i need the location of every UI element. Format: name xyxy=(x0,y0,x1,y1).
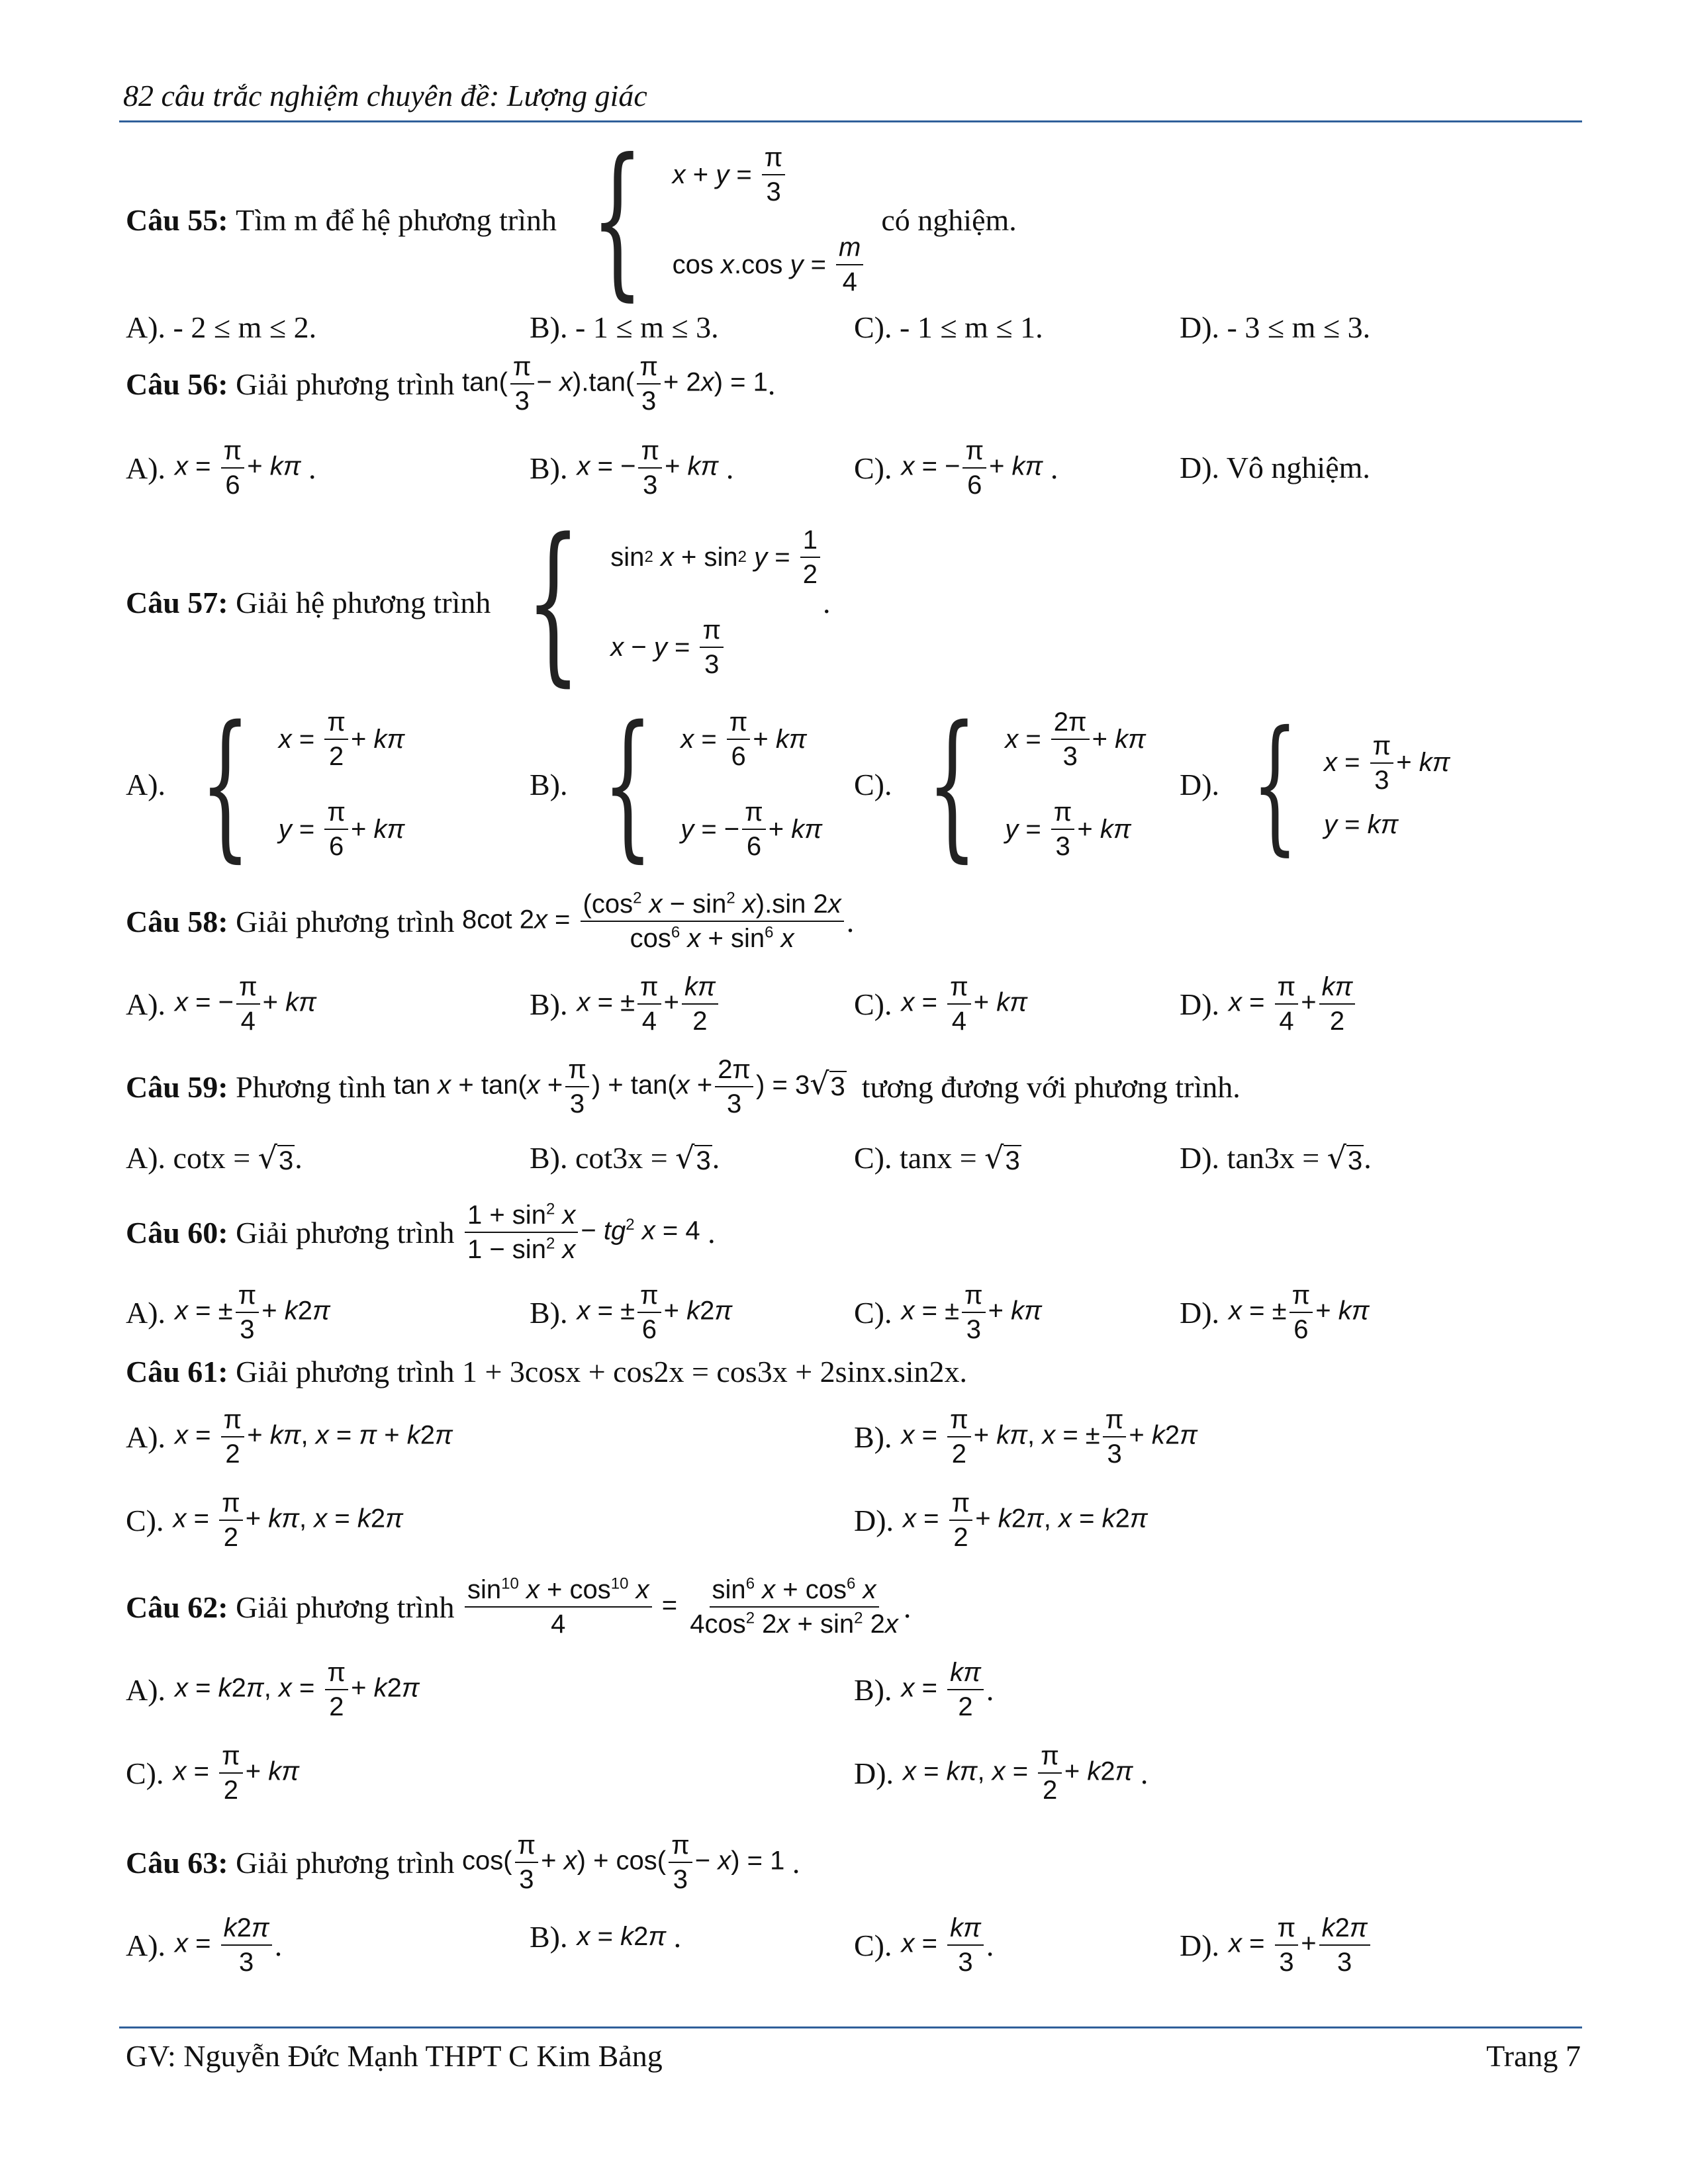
option-a[interactable]: A). - 2 ≤ m ≤ 2. xyxy=(126,310,317,344)
option-c[interactable]: C). x = ± $\frac{\pi}{3}$ + kπ xyxy=(854,1279,1042,1346)
page-header: 82 câu trắc nghiệm chuyên đề: Lượng giác xyxy=(123,79,647,113)
option-b[interactable]: B). x = − $\frac{\pi}{3}$ + kπ . xyxy=(530,434,733,502)
option-b[interactable]: B). cot3x = √ 3 . xyxy=(530,1140,720,1175)
question-57: Câu 57: Giải hệ phương trình { sin 2 x + sin 2 y = 1 2 x − y = π 3 . xyxy=(126,502,831,702)
option-d[interactable]: D). x = $\frac{\pi}{3}$ + $\frac{k2\pi}{3}$ xyxy=(1180,1911,1373,1979)
equation: tan( $\frac{\pi}{3}$ − x).tan( $\frac{\pi}{3}$ + 2x) = 1 xyxy=(462,350,768,418)
option-d[interactable]: D). x = kπ, x = $\frac{\pi}{2}$ + k2π . xyxy=(854,1739,1148,1807)
option-c[interactable]: C). x = − $\frac{\pi}{6}$ + kπ . xyxy=(854,434,1058,502)
option-a[interactable]: A). x = − $\frac{\pi}{4}$ + kπ xyxy=(126,970,316,1038)
option-b[interactable]: B). x = k2π . xyxy=(530,1920,682,1954)
option-d[interactable]: D). tan3x = √ 3 . xyxy=(1180,1140,1372,1175)
option-a[interactable]: A). x = ± $\frac{\pi}{3}$ + k2π xyxy=(126,1279,330,1346)
option-a[interactable]: A). x = k2π, x = $\frac{\pi}{2}$ + k2π xyxy=(126,1656,420,1723)
option-c[interactable]: C). x = $\frac{\pi}{2}$ + kπ xyxy=(126,1739,299,1807)
option-c[interactable]: C). - 1 ≤ m ≤ 1. xyxy=(854,310,1043,344)
option-c[interactable]: C). tanx = √ 3 xyxy=(854,1140,1020,1175)
page-number: Trang 7 xyxy=(1486,2039,1581,2073)
option-b[interactable]: B). x = $\frac{k\pi}{2}$ . xyxy=(854,1656,994,1723)
option-a[interactable]: A). { x = π 2 + kπ y = π 6 + kπ xyxy=(126,692,405,877)
option-b[interactable]: B). x = $\frac{\pi}{2}$ + kπ, x = ± $\frac{\pi}{3}$ + k2π xyxy=(854,1403,1197,1471)
option-a[interactable]: A). x = $\frac{\pi}{2}$ + kπ, x = π + k2π xyxy=(126,1403,453,1471)
question-56: Câu 56: Giải phương trình tan( $\frac{\pi}{3}$ − x).tan( $\frac{\pi}{3}$ + 2x) = 1 . xyxy=(126,352,775,416)
question-62: Câu 62: Giải phương trình $\frac{\sin^{10} x + \cos^{10} x}{4}$ = $\frac{\sin^6 x + \cos^6 x}{4\cos^2 2x + \sin^2 2x}$ . xyxy=(126,1566,911,1648)
option-b[interactable]: B). - 1 ≤ m ≤ 3. xyxy=(530,310,719,344)
option-d[interactable]: D). Vô nghiệm. xyxy=(1180,451,1370,484)
option-d[interactable]: D). { x = π 3 + kπ y = kπ xyxy=(1180,700,1450,869)
header-rule xyxy=(119,120,1582,122)
equation: $\frac{1 + \sin^2 x}{1 - \sin^2 x}$ − $tg^2$ x = 4 xyxy=(462,1199,700,1266)
equation-system: { sin 2 x + sin 2 y = 1 2 x − y = π 3 xyxy=(498,516,823,688)
question-63: Câu 63: Giải phương trình cos( $\frac{\pi}{3}$ + x) + cos( $\frac{\pi}{3}$ − x) = 1 . xyxy=(126,1828,800,1897)
option-c[interactable]: C). x = $\frac{k\pi}{3}$ . xyxy=(854,1911,994,1979)
equation-system: { x + y = π 3 cos x .cos y = m 4 xyxy=(565,137,867,302)
footer-rule xyxy=(119,2026,1582,2028)
option-a[interactable]: A). x = $\frac{k2\pi}{3}$ . xyxy=(126,1911,282,1979)
option-d[interactable]: D). x = ± $\frac{\pi}{6}$ + kπ xyxy=(1180,1279,1369,1346)
option-d[interactable]: D). - 3 ≤ m ≤ 3. xyxy=(1180,310,1371,344)
question-61: Câu 61: Giải phương trình 1 + 3cosx + cos2x = cos3x + 2sinx.sin2x. xyxy=(126,1355,968,1388)
question-60: Câu 60: Giải phương trình $\frac{1 + \sin^2 x}{1 - \sin^2 x}$ − $tg^2$ x = 4 . xyxy=(126,1191,716,1273)
option-b[interactable]: B). x = ± $\frac{\pi}{4}$ + $\frac{k\pi}{2}$ xyxy=(530,970,721,1038)
equation: tan x + tan(x + $\frac{\pi}{3}$ ) + tan(x + $\frac{2\pi}{3}$ ) = 3 √ 3 xyxy=(394,1053,847,1120)
option-c[interactable]: C). x = $\frac{\pi}{2}$ + kπ, x = k2π xyxy=(126,1486,403,1554)
question-55: Câu 55: Tìm m để hệ phương trình { x + y = π 3 cos x .cos y = m 4 có nghiệm. xyxy=(126,123,1017,316)
option-d[interactable]: D). x = $\frac{\pi}{2}$ + k2π, x = k2π xyxy=(854,1486,1148,1554)
question-58: Câu 58: Giải phương trình 8cot 2x = $\frac{(\cos^2 x - \sin^2 x).\sin 2x}{\cos^6 x + \sin^6 x}$ . xyxy=(126,880,854,962)
equation: $\frac{\sin^{10} x + \cos^{10} x}{4}$ = $\frac{\sin^6 x + \cos^6 x}{4\cos^2 2x + \sin^2 2x}$ xyxy=(462,1573,904,1641)
question-59: Câu 59: Phương tình tan x + tan(x + $\frac{\pi}{3}$ ) + tan(x + $\frac{2\pi}{3}$ ) = 3 √ 3 tương đương với phương trình. xyxy=(126,1052,1241,1121)
option-b[interactable]: B). x = ± $\frac{\pi}{6}$ + k2π xyxy=(530,1279,732,1346)
option-a[interactable]: A). cotx = √ 3 . xyxy=(126,1140,303,1175)
option-c[interactable]: C). x = $\frac{\pi}{4}$ + kπ xyxy=(854,970,1027,1038)
option-a[interactable]: A). x = $\frac{\pi}{6}$ + kπ . xyxy=(126,434,316,502)
option-d[interactable]: D). x = $\frac{\pi}{4}$ + $\frac{k\pi}{2}$ xyxy=(1180,970,1358,1038)
footer-author: GV: Nguyễn Đức Mạnh THPT C Kim Bảng xyxy=(126,2039,663,2073)
equation: cos( $\frac{\pi}{3}$ + x) + cos( $\frac{\pi}{3}$ − x) = 1 xyxy=(462,1829,784,1896)
option-b[interactable]: B). { x = π 6 + kπ y = − π 6 + kπ xyxy=(530,692,823,877)
equation: 8cot 2x = $\frac{(\cos^2 x - \sin^2 x).\sin 2x}{\cos^6 x + \sin^6 x}$ xyxy=(462,887,847,955)
option-c[interactable]: C). { x = 2π 3 + kπ y = π 3 + kπ xyxy=(854,692,1146,877)
